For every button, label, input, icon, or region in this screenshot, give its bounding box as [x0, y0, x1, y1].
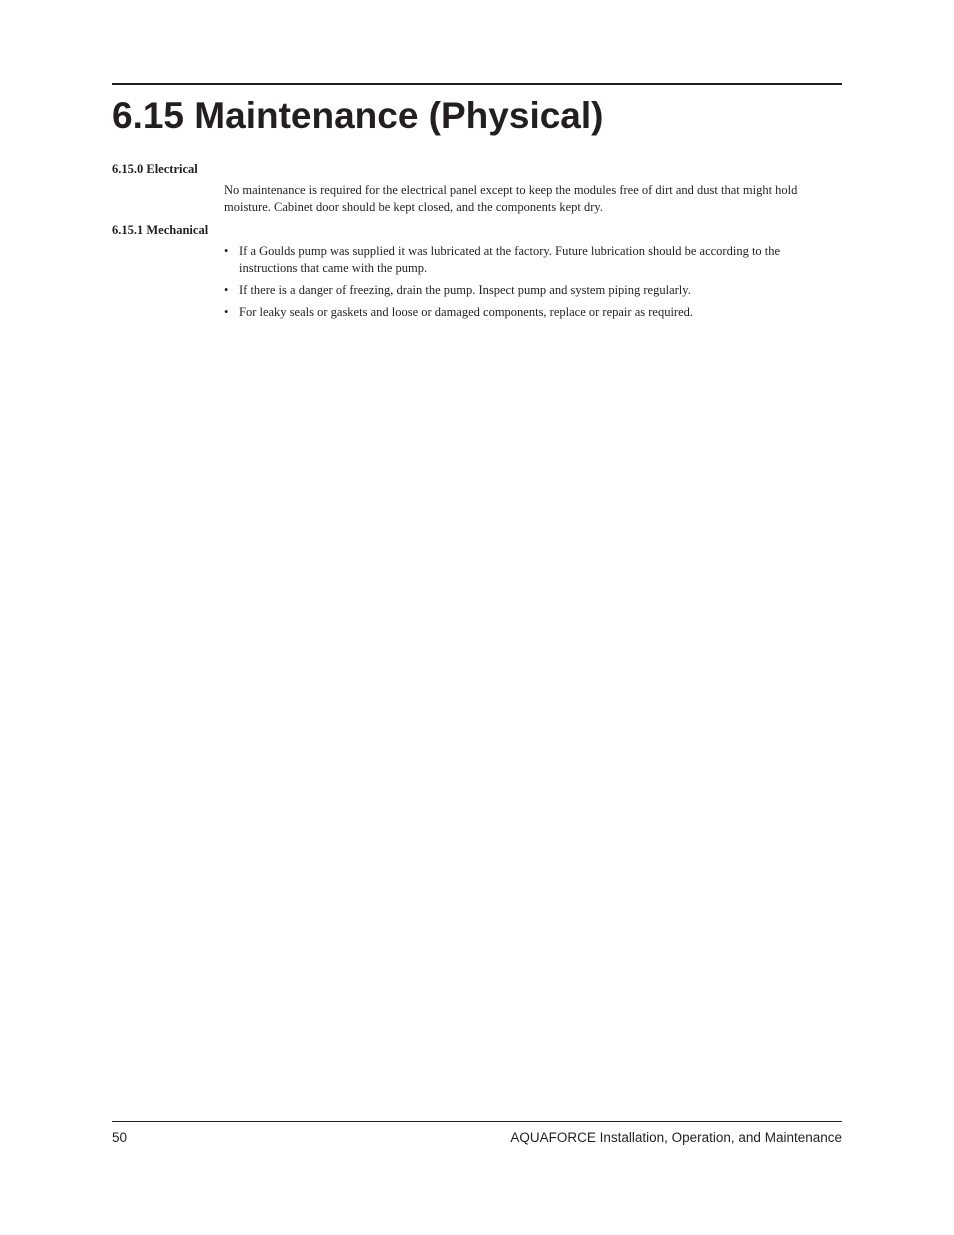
list-item-text: For leaky seals or gaskets and loose or damaged components, replace or repair as required. — [239, 305, 694, 319]
list-item-text: If a Goulds pump was supplied it was lubricated at the factory. Future lubrication should be according to the instructions that came with the pump. — [239, 244, 781, 275]
mechanical-bullet-list — [224, 243, 836, 326]
footer-page-number: 50 — [112, 1130, 128, 1145]
header-rule — [112, 83, 842, 85]
mechanical-heading: 6.15.1 Mechanical — [112, 223, 209, 237]
list-item-text: If there is a danger of freezing, drain the pump. Inspect pump and system piping regularly. — [239, 283, 691, 297]
footer-rule — [112, 1121, 842, 1122]
list-item — [224, 243, 836, 277]
bullet-icon: • — [224, 244, 229, 258]
electrical-paragraph: No maintenance is required for the electrical panel except to keep the modules free of dirt and dust that might hold moisture. Cabinet door should be kept closed, and the components kept dry. — [224, 183, 798, 214]
bullet-icon: • — [224, 283, 229, 297]
list-item — [224, 282, 836, 299]
list-item — [224, 304, 836, 321]
electrical-heading: 6.15.0 Electrical — [112, 162, 198, 176]
bullet-icon: • — [224, 305, 229, 319]
footer-document-title: AQUAFORCE Installation, Operation, and Maintenance — [510, 1130, 842, 1145]
page-title: 6.15 Maintenance (Physical) — [112, 95, 604, 136]
